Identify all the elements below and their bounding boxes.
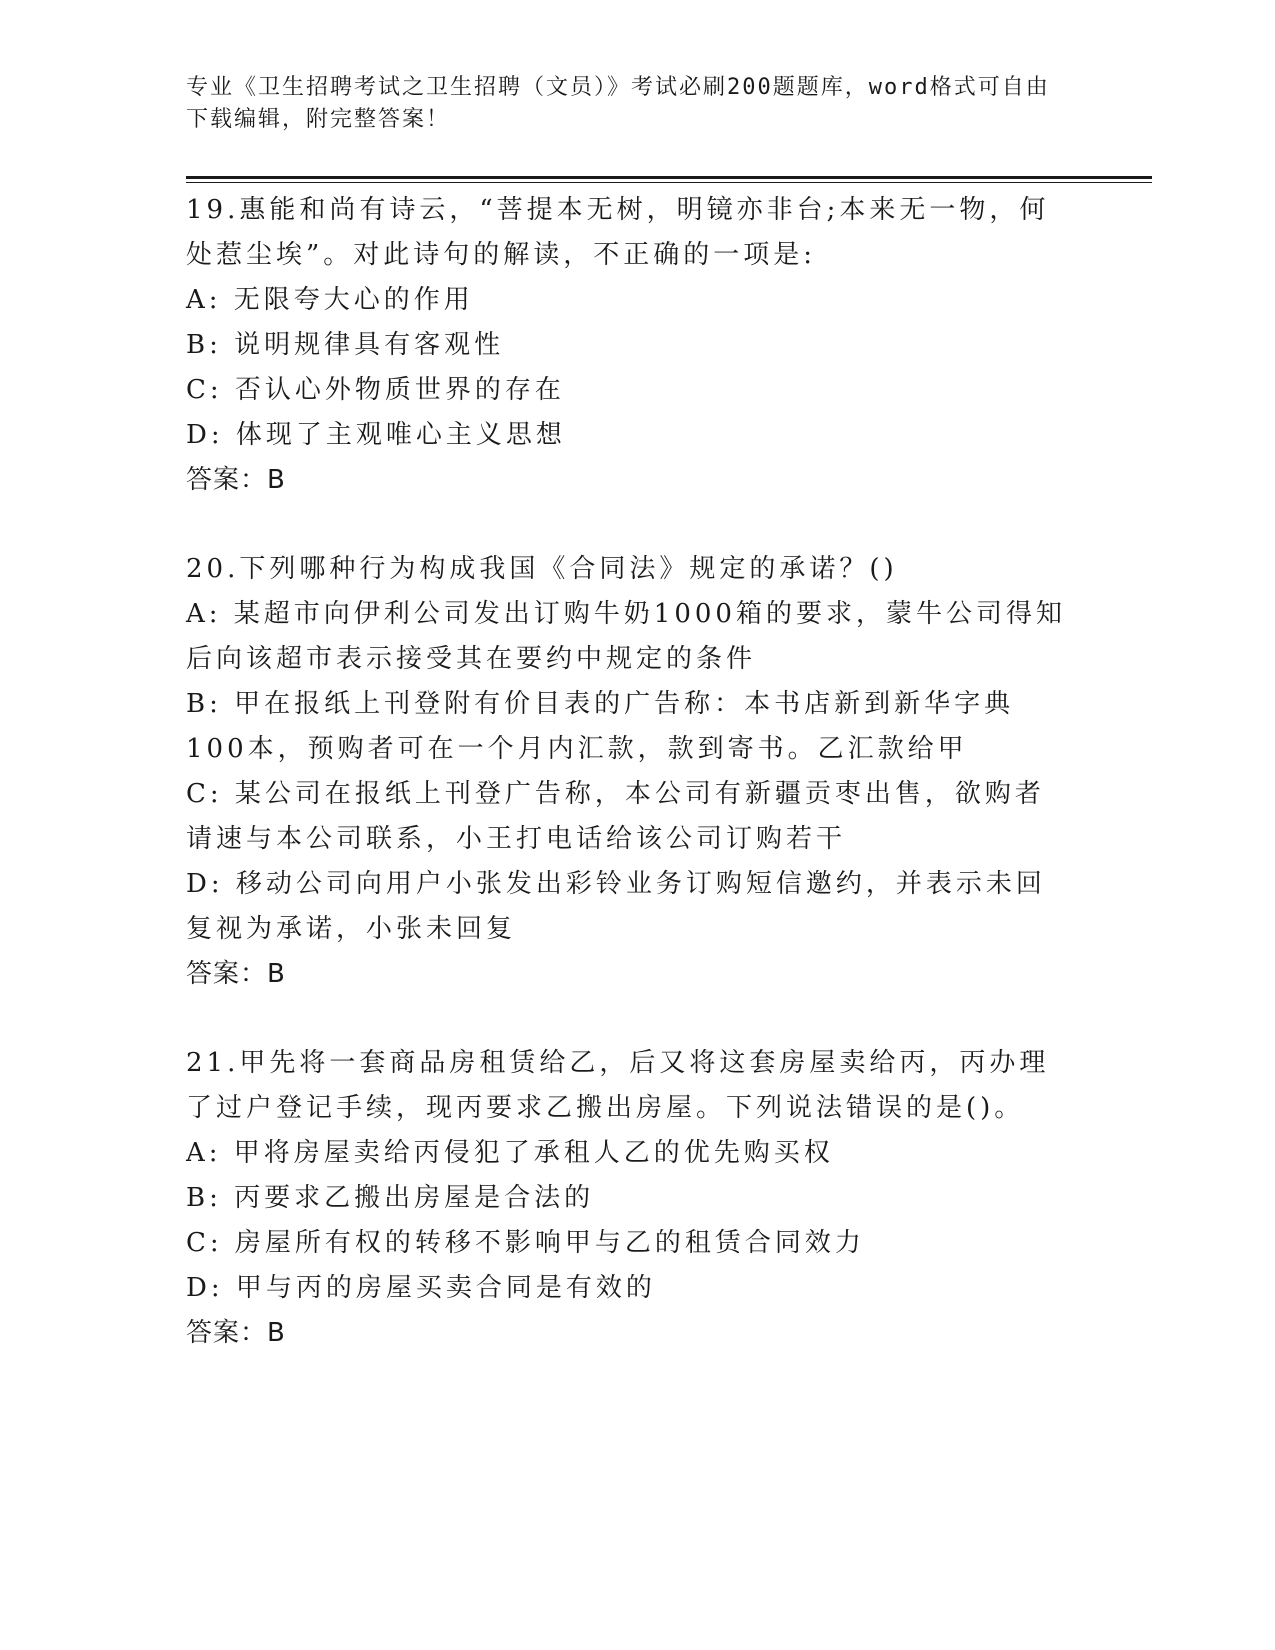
option-d: D: 移动公司向用户小张发出彩铃业务订购短信邀约，并表示未回复视为承诺，小张未回复 [186, 869, 1046, 944]
option-b: B: 说明规律具有客观性 [186, 330, 505, 360]
question-list [186, 188, 1066, 1400]
option-a: A: 某超市向伊利公司发出订购牛奶1000箱的要求，蒙牛公司得知后向该超市表示接受其在要约中规定的条件 [186, 599, 1066, 674]
answer: 答案：B [186, 465, 286, 495]
question-21 [186, 1041, 1066, 1356]
option-c: C: 房屋所有权的转移不影响甲与乙的租赁合同效力 [186, 1228, 865, 1258]
option-c: C: 某公司在报纸上刊登广告称，本公司有新疆贡枣出售，欲购者请速与本公司联系，小王打电话给该公司订购若干 [186, 779, 1045, 854]
option-b: B: 丙要求乙搬出房屋是合法的 [186, 1183, 595, 1213]
question-20 [186, 547, 1066, 997]
question-19 [186, 188, 1066, 503]
question-stem: 19.惠能和尚有诗云，“菩提本无树，明镜亦非台;本来无一物，何处惹尘埃”。对此诗句的解读，不正确的一项是: [186, 195, 1050, 270]
option-d: D: 体现了主观唯心主义思想 [186, 420, 566, 450]
question-stem: 21.甲先将一套商品房租赁给乙，后又将这套房屋卖给丙，丙办理了过户登记手续，现丙要求乙搬出房屋。下列说法错误的是()。 [186, 1048, 1050, 1123]
answer: 答案：B [186, 959, 286, 989]
answer: 答案：B [186, 1318, 286, 1348]
header-divider-thin [186, 182, 1152, 183]
option-b: B: 甲在报纸上刊登附有价目表的广告称：本书店新到新华字典100本，预购者可在一个月内汇款，款到寄书。乙汇款给甲 [186, 689, 1015, 764]
header-divider-thick [186, 176, 1152, 179]
question-stem: 20.下列哪种行为构成我国《合同法》规定的承诺？() [186, 554, 898, 584]
option-a: A: 无限夸大心的作用 [186, 285, 474, 315]
option-a: A: 甲将房屋卖给丙侵犯了承租人乙的优先购买权 [186, 1138, 834, 1168]
document-header: 专业《卫生招聘考试之卫生招聘（文员）》考试必刷200题题库，word格式可自由下载编辑，附完整答案！ [186, 75, 1050, 132]
option-c: C: 否认心外物质世界的存在 [186, 375, 565, 405]
option-d: D: 甲与丙的房屋买卖合同是有效的 [186, 1273, 656, 1303]
